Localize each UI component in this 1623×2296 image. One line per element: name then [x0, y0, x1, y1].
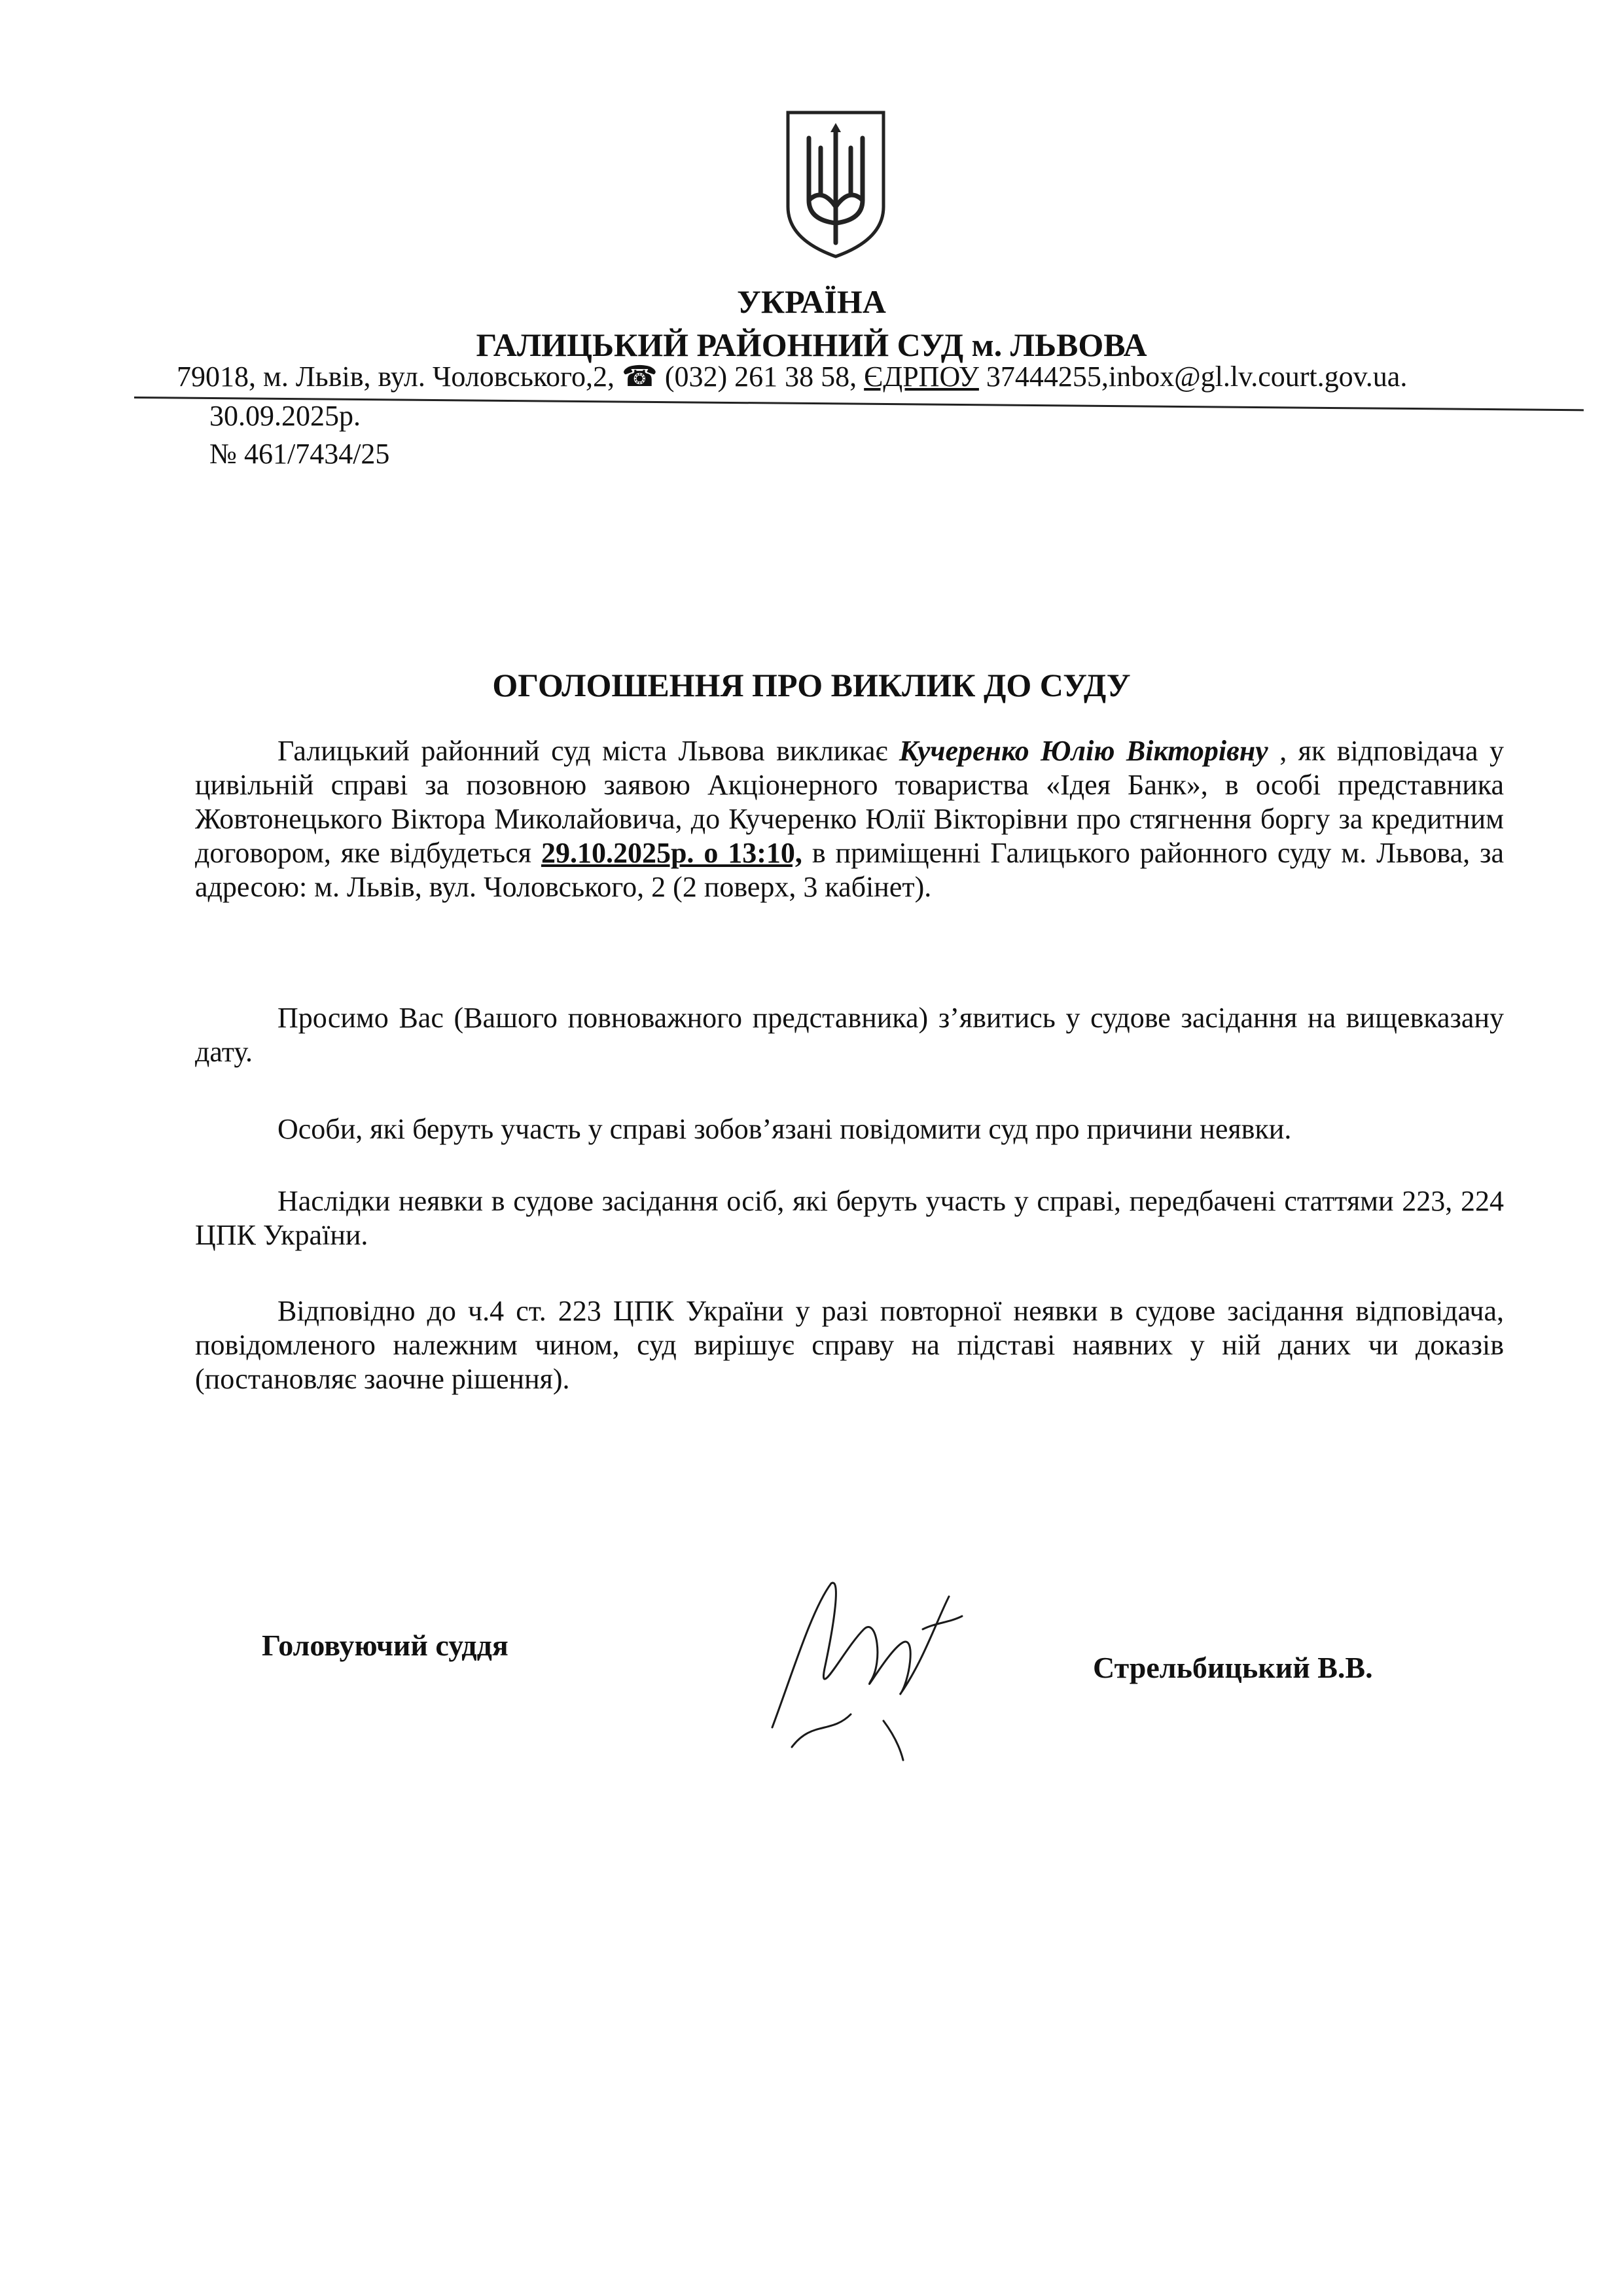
summons-text-middle: , як відповідача у цивільній справі за позовною заявою Акціонерного товариства «Ідея Банк», в особі представника Жовтонецького Віктора Миколайовича, до Кучеренко Юлії Вікторівни про стягнення боргу за кредитним договором, яке відбудеться: [195, 735, 1504, 869]
edrpou-email: 37444255,inbox@gl.lv.court.gov.ua.: [978, 361, 1408, 393]
summons-text-end: в приміщенні Галицького районного суду м. Львова, за адресою: м. Львів, вул. Чоловського, 2 (2 поверх, 3 кабінет).: [195, 837, 1505, 903]
country-heading: УКРАЇНА: [737, 283, 886, 320]
case-number: № 461/7434/25: [209, 438, 390, 470]
document-title: ОГОЛОШЕННЯ ПРО ВИКЛИК ДО СУДУ: [492, 667, 1131, 703]
court-contacts: [177, 360, 1564, 393]
document-date: 30.09.2025р.: [209, 400, 361, 432]
court-phone: (032) 261 38 58,: [664, 361, 865, 393]
paragraph-obligation: [195, 1112, 1504, 1146]
court-address: 79018, м. Львів, вул. Чоловського,2,: [177, 361, 622, 393]
phone-icon: ☎: [622, 361, 665, 393]
consequences-text: Наслідки неявки в судове засідання осіб, які беруть участь у справі, передбачені статтями 223, 224 ЦПК України.: [195, 1185, 1504, 1251]
request-text: Просимо Вас (Вашого повноважного представника) з’явитись у судове засідання на вищевказану дату.: [195, 1002, 1504, 1068]
obligation-text: Особи, які беруть участь у справі зобов’язані повідомити суд про причини неявки.: [277, 1113, 1292, 1145]
handwritten-signature: [753, 1570, 969, 1767]
paragraph-summons: [195, 734, 1504, 904]
court-heading: ГАЛИЦЬКИЙ РАЙОННИЙ СУД м. ЛЬВОВА: [476, 327, 1147, 363]
judge-role: Головуючий суддя: [262, 1629, 508, 1662]
default-judgment-text: Відповідно до ч.4 ст. 223 ЦПК України у разі повторної неявки в судове засідання відповідача, повідомленого належним чином, суд вирішує справу на підставі наявних у ній даних чи доказів (постановляє заочне рішення).: [195, 1295, 1504, 1395]
summons-text-start: Галицький районний суд міста Львова викликає: [277, 735, 899, 767]
defendant-name: Кучеренко Юлію Вікторівну: [899, 735, 1268, 767]
trident-emblem-icon: [783, 109, 889, 260]
edrpou-label: ЄДРПОУ: [864, 361, 979, 393]
paragraph-default-judgment: [195, 1294, 1504, 1396]
paragraph-request: [195, 1001, 1504, 1069]
hearing-datetime: 29.10.2025р. о 13:10,: [541, 837, 802, 869]
paragraph-consequences: [195, 1184, 1504, 1252]
judge-name: Стрельбицький В.В.: [1093, 1651, 1373, 1684]
